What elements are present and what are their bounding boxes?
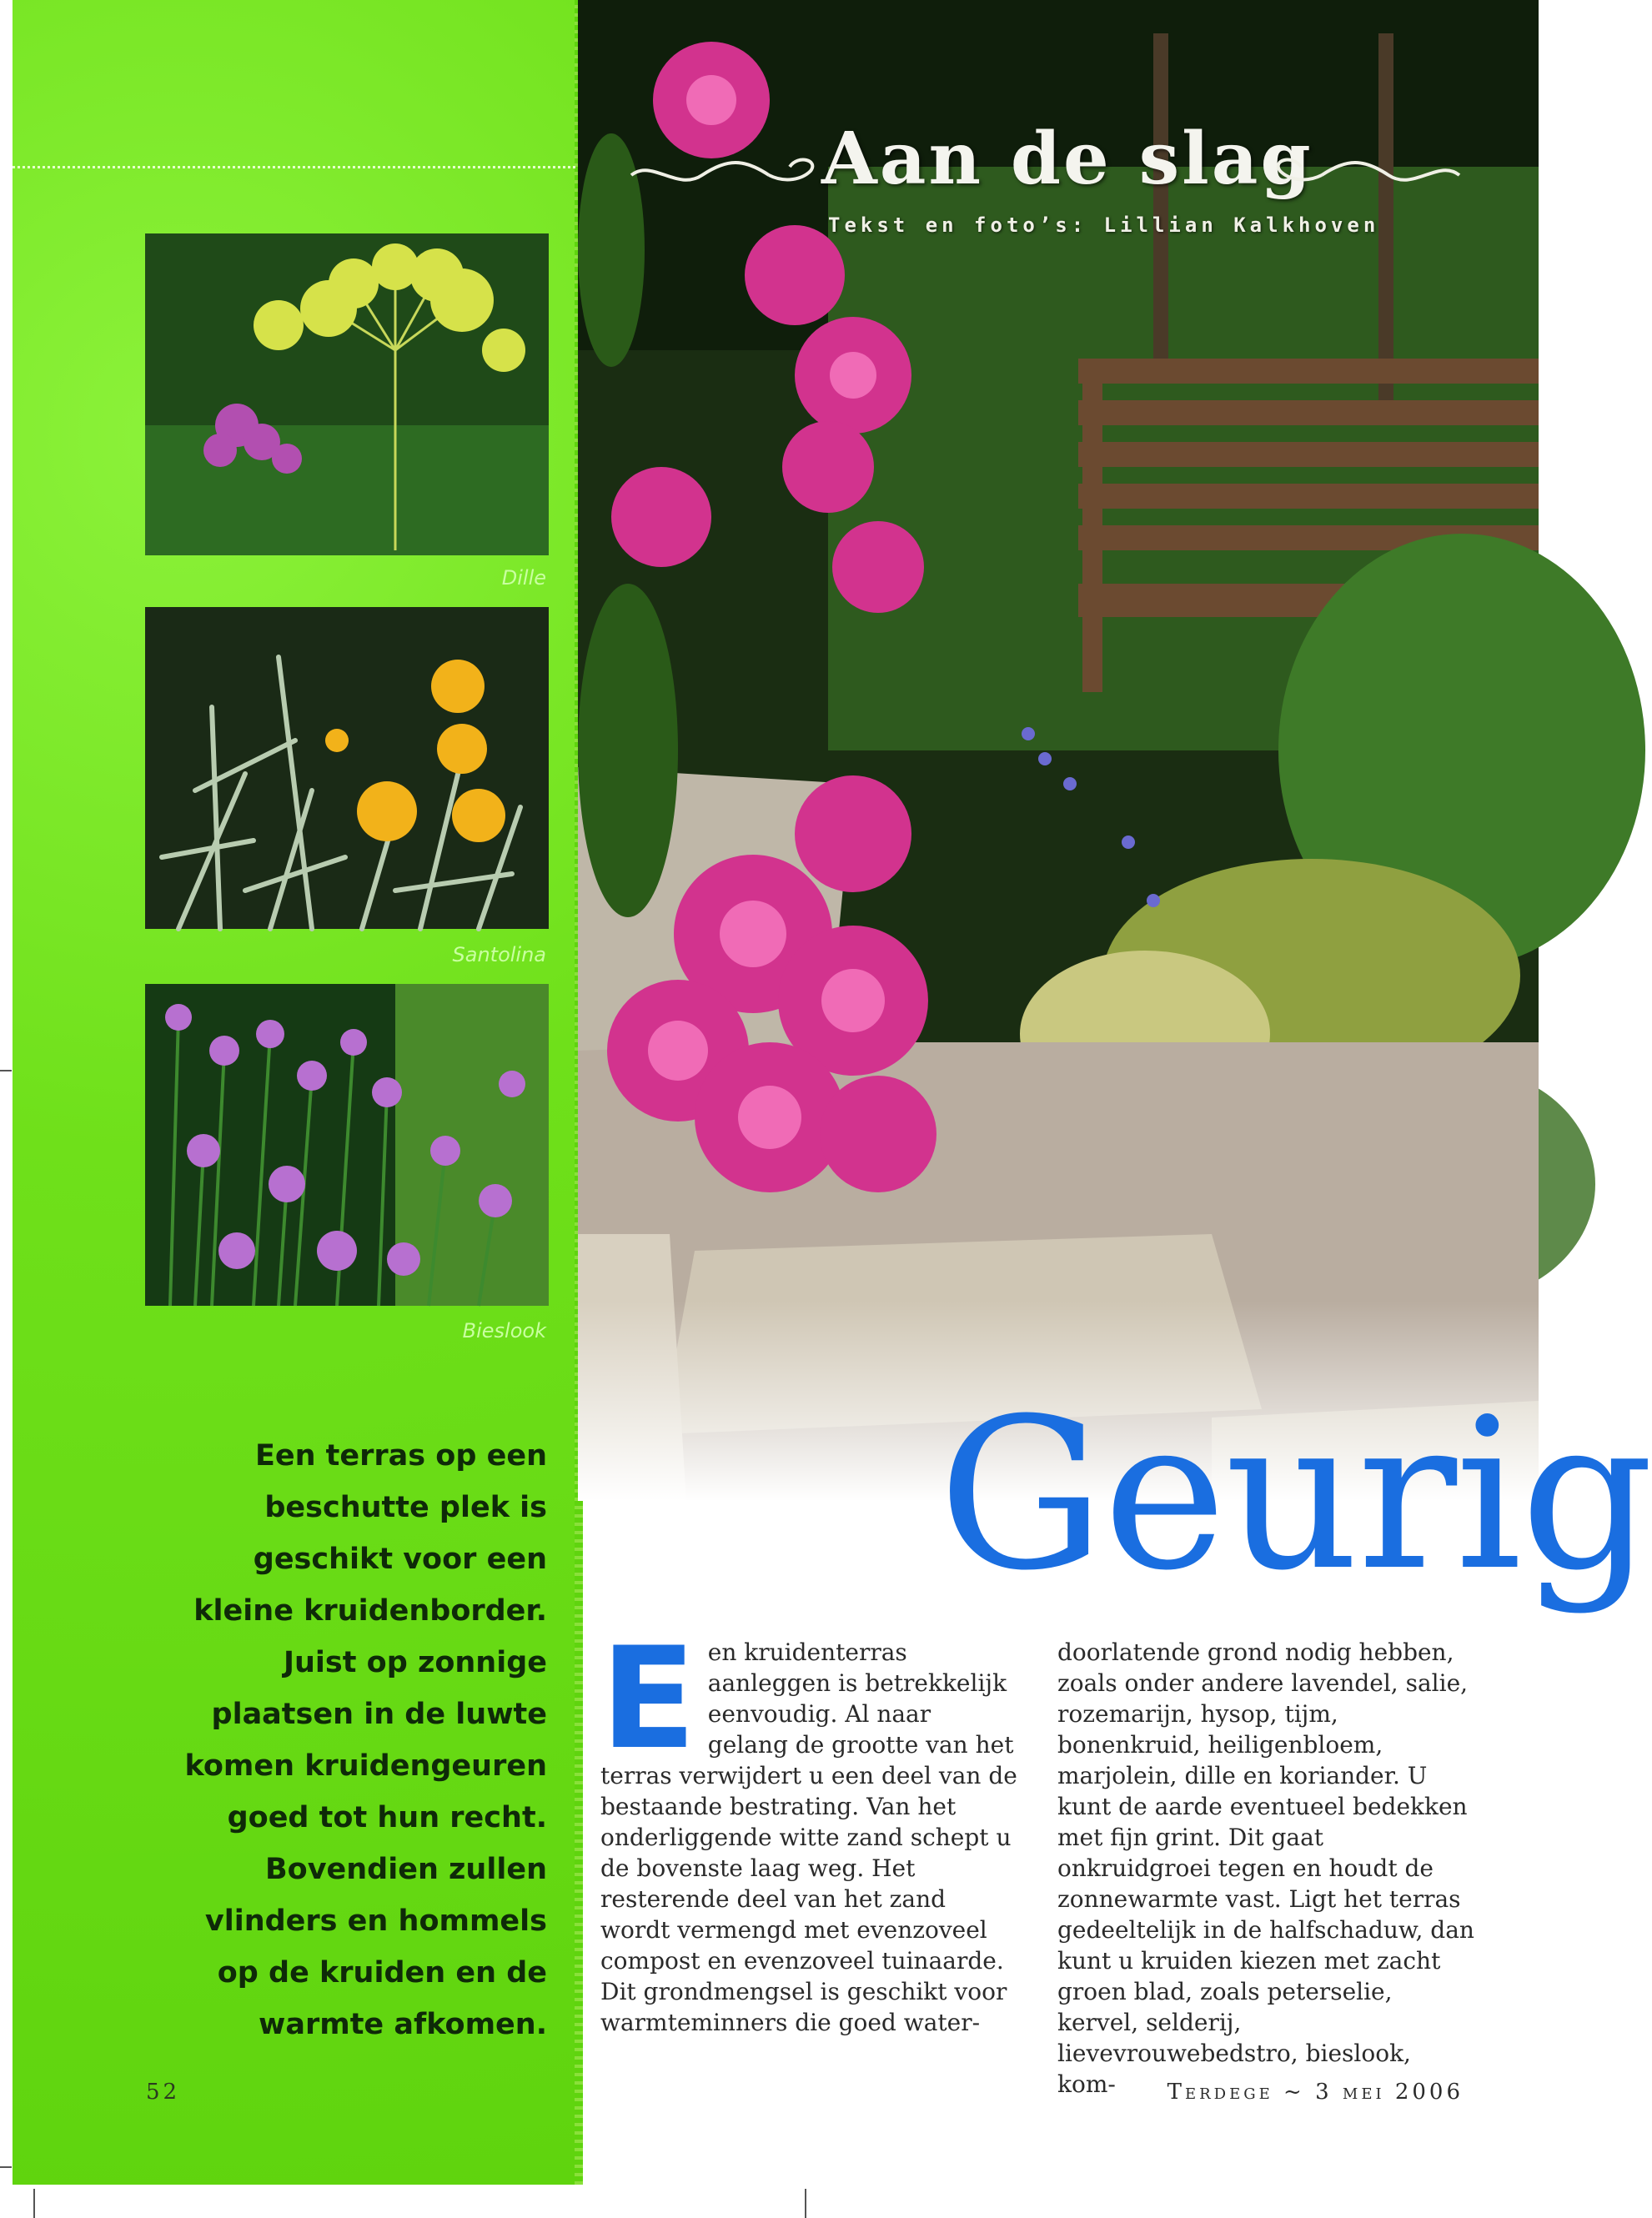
article-column-2 [1057, 1637, 1474, 2100]
byline: Tekst en foto’s: Lillian Kalkhoven [828, 213, 1380, 237]
santolina-photo [145, 607, 549, 929]
flourish-right-icon [1276, 150, 1464, 200]
dotted-rule [13, 166, 600, 168]
flourish-left-icon [627, 150, 819, 200]
chives-photo [145, 984, 549, 1306]
pull-quote: Een terras op een beschutte plek is geschikt voor een kleine kruidenborder. Juist op zonnige plaatsen in de luwte komen kruidengeuren goed tot hun recht. Bovendien zullen vlinders en hommels op de kruiden en de warmte afkomen. [184, 1439, 547, 2041]
crop-mark [33, 2189, 35, 2218]
santolina-flower-photo [145, 607, 549, 929]
article-title: Geurig [938, 1373, 1652, 1616]
crop-mark [805, 2189, 806, 2218]
article-paragraph: doorlatende grond nodig hebben, zoals onder andere lavendel, salie, rozemarijn, hysop, tijm, bonenkruid, heiligenbloem, marjolein, dille en koriander. U kunt de aarde eventueel bedekken met fijn grint. Dit gaat onkruidgroei tegen en houdt de zonnewarmte vast. Ligt het terras gedeeltelijk in de halfschaduw, dan kunt u kruiden kiezen met zacht groen blad, zoals peterselie, kervel, selderij, lievevrouwebedstro, bieslook, kom- [1057, 1638, 1474, 2098]
chives-caption: Bieslook [462, 1319, 546, 1342]
santolina-caption: Santolina [452, 943, 546, 966]
crop-mark [0, 2166, 12, 2168]
publication-footer: Terdege ~ 3 mei 2006 [1167, 2080, 1464, 2105]
drop-cap: E [600, 1617, 696, 1780]
dill-caption: Dille [501, 566, 546, 590]
dill-flower-photo [145, 233, 549, 555]
crop-mark [0, 1070, 12, 1071]
chives-flower-photo [145, 984, 549, 1306]
article-column-1 [600, 1617, 1017, 2038]
article-paragraph: en kruidenterras aanleggen is betrekkelijk eenvoudig. Al naar gelang de grootte van het terras verwijdert u een deel van de bestaande bestrating. Van het onderliggende witte zand schept u de bovenste laag weg. Het resterende deel van het zand wordt vermengd met evenzoveel compost en evenzoveel tuinaarde. [600, 1638, 1017, 1975]
dill-photo [145, 233, 549, 555]
page-number: 52 [146, 2080, 181, 2105]
section-kicker: Aan de slag [821, 117, 1313, 201]
article-paragraph: Dit grondmengsel is geschikt voor warmteminners die goed water- [600, 1978, 1007, 2036]
